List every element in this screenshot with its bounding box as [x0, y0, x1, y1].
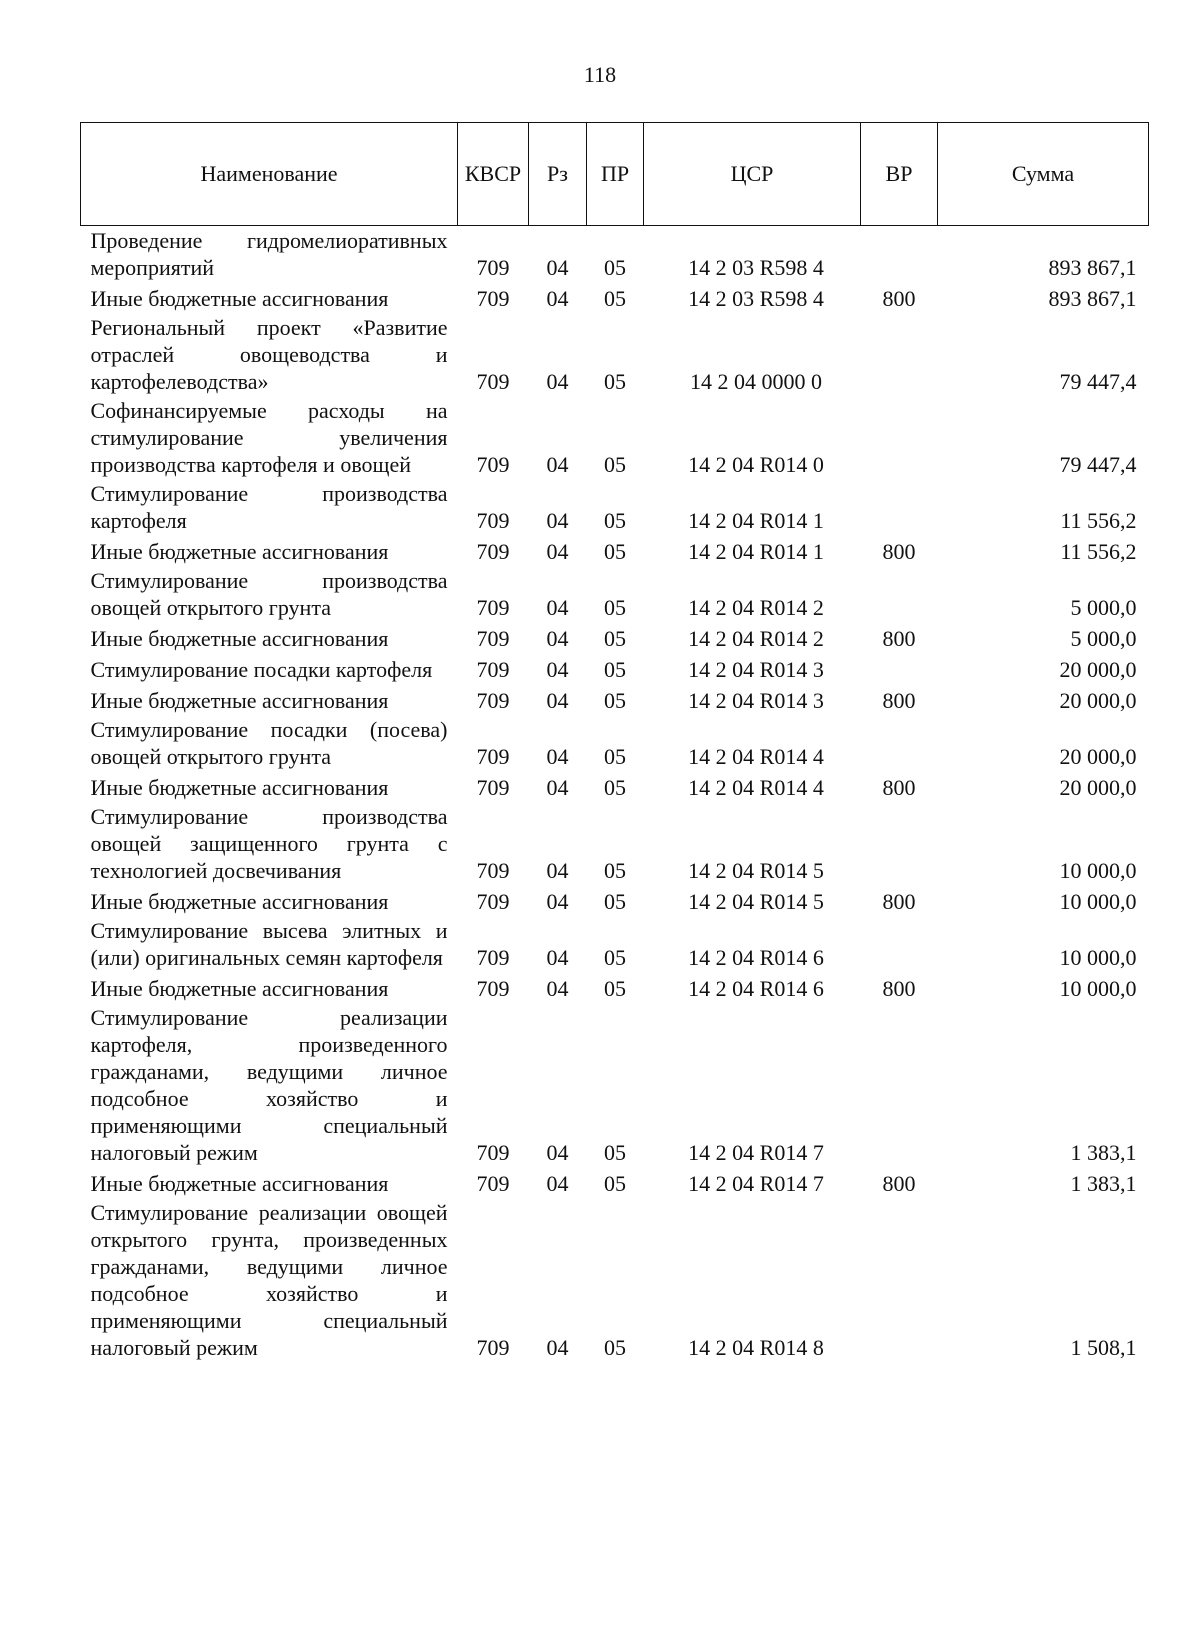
cell-kvsr: 709	[476, 1140, 510, 1165]
cell-csr: 14 2 04 R014 1	[688, 539, 824, 564]
cell-vr: 800	[882, 688, 916, 713]
table-row	[81, 1198, 1149, 1362]
cell-pr: 05	[604, 595, 626, 620]
cell-kvsr: 709	[476, 889, 510, 914]
table-body	[81, 226, 1149, 1363]
cell-rz: 04	[546, 595, 569, 620]
page-number: 118	[583, 62, 617, 87]
cell-rz: 04	[546, 626, 569, 651]
table-row	[81, 916, 1149, 972]
cell-pr: 05	[604, 369, 626, 394]
cell-pr: 05	[604, 744, 626, 769]
header-sum: Сумма	[938, 123, 1149, 226]
cell-rz: 04	[546, 1171, 569, 1196]
table-row	[81, 479, 1149, 535]
cell-pr: 05	[604, 626, 626, 651]
table-row	[81, 313, 1149, 396]
cell-rz: 04	[546, 976, 569, 1001]
cell-pr: 05	[604, 508, 626, 533]
cell-sum: 10 000,0	[1059, 945, 1137, 970]
cell-rz: 04	[546, 744, 569, 769]
cell-pr: 05	[604, 889, 626, 914]
table-row	[81, 972, 1149, 1003]
header-kvsr: КВСР	[458, 123, 529, 226]
cell-kvsr: 709	[476, 858, 510, 883]
cell-kvsr: 709	[476, 286, 510, 311]
cell-name: Стимулирование производства овощей защищенного грунта с технологией досвечивания	[90, 804, 448, 883]
cell-name: Стимулирование посадки (посева) овощей открытого грунта	[90, 717, 448, 769]
cell-vr	[861, 1198, 938, 1362]
cell-vr	[861, 226, 938, 283]
cell-name: Иные бюджетные ассигнования	[90, 976, 389, 1001]
cell-pr: 05	[604, 1171, 626, 1196]
cell-name: Стимулирование посадки картофеля	[90, 657, 433, 682]
cell-pr: 05	[604, 858, 626, 883]
cell-pr: 05	[604, 945, 626, 970]
cell-pr: 05	[604, 255, 626, 280]
cell-vr: 800	[882, 976, 916, 1001]
cell-sum: 10 000,0	[1059, 889, 1137, 914]
table-row	[81, 885, 1149, 916]
cell-kvsr: 709	[476, 1335, 510, 1360]
cell-name: Стимулирование производства картофеля	[90, 481, 448, 533]
cell-csr: 14 2 04 R014 2	[688, 595, 824, 620]
cell-sum: 893 867,1	[1048, 286, 1137, 311]
cell-rz: 04	[546, 1335, 569, 1360]
cell-kvsr: 709	[476, 452, 510, 477]
table-row	[81, 396, 1149, 479]
header-rz: Рз	[529, 123, 587, 226]
cell-csr: 14 2 04 R014 6	[688, 976, 824, 1001]
table-row	[81, 653, 1149, 684]
table-row	[81, 802, 1149, 885]
cell-sum: 5 000,0	[1070, 595, 1137, 620]
cell-name: Иные бюджетные ассигнования	[90, 539, 389, 564]
table-row	[81, 1003, 1149, 1167]
table-row	[81, 622, 1149, 653]
cell-sum: 79 447,4	[1059, 452, 1137, 477]
cell-sum: 20 000,0	[1059, 688, 1137, 713]
cell-vr	[861, 313, 938, 396]
cell-vr	[861, 479, 938, 535]
cell-rz: 04	[546, 688, 569, 713]
table-header	[81, 123, 1149, 226]
cell-name: Иные бюджетные ассигнования	[90, 1171, 389, 1196]
cell-csr: 14 2 03 R598 4	[688, 286, 824, 311]
table-row	[81, 535, 1149, 566]
table-row	[81, 715, 1149, 771]
cell-kvsr: 709	[476, 369, 510, 394]
cell-vr: 800	[882, 539, 916, 564]
cell-kvsr: 709	[476, 976, 510, 1001]
cell-sum: 11 556,2	[1060, 539, 1137, 564]
cell-csr: 14 2 04 R014 3	[688, 657, 824, 682]
cell-name: Иные бюджетные ассигнования	[90, 286, 389, 311]
cell-name: Проведение гидромелиоративных мероприятий	[90, 228, 448, 280]
cell-vr	[861, 396, 938, 479]
cell-name: Стимулирование реализации овощей открытого грунта, произведенных гражданами, ведущими личное подсобное хозяйство и применяющими специальный налоговый режим	[90, 1200, 448, 1360]
cell-csr: 14 2 04 R014 5	[688, 858, 824, 883]
cell-sum: 79 447,4	[1059, 369, 1137, 394]
cell-csr: 14 2 04 R014 0	[688, 452, 824, 477]
cell-name: Стимулирование реализации картофеля, произведенного гражданами, ведущими личное подсобное хозяйство и применяющими специальный налоговый режим	[90, 1005, 448, 1165]
cell-kvsr: 709	[476, 1171, 510, 1196]
cell-kvsr: 709	[476, 626, 510, 651]
cell-rz: 04	[546, 858, 569, 883]
cell-pr: 05	[604, 1335, 626, 1360]
cell-vr	[861, 566, 938, 622]
table-row	[81, 282, 1149, 313]
cell-pr: 05	[604, 976, 626, 1001]
cell-vr	[861, 1003, 938, 1167]
header-csr: ЦСР	[644, 123, 861, 226]
cell-sum: 20 000,0	[1059, 744, 1137, 769]
cell-pr: 05	[604, 539, 626, 564]
cell-rz: 04	[546, 1140, 569, 1165]
cell-name: Региональный проект «Развитие отраслей овощеводства и картофелеводства»	[90, 315, 448, 394]
cell-kvsr: 709	[476, 945, 510, 970]
cell-sum: 893 867,1	[1048, 255, 1137, 280]
table-row	[81, 771, 1149, 802]
cell-vr	[861, 715, 938, 771]
cell-name: Иные бюджетные ассигнования	[90, 775, 389, 800]
cell-kvsr: 709	[476, 744, 510, 769]
budget-table	[80, 122, 1149, 1362]
table-row	[81, 684, 1149, 715]
cell-vr: 800	[882, 626, 916, 651]
cell-vr	[861, 916, 938, 972]
cell-csr: 14 2 04 R014 5	[688, 889, 824, 914]
cell-sum: 10 000,0	[1059, 858, 1137, 883]
cell-vr: 800	[882, 775, 916, 800]
cell-name: Иные бюджетные ассигнования	[90, 626, 389, 651]
cell-vr	[861, 802, 938, 885]
cell-csr: 14 2 04 R014 7	[688, 1140, 824, 1165]
cell-csr: 14 2 04 R014 7	[688, 1171, 824, 1196]
cell-kvsr: 709	[476, 508, 510, 533]
cell-csr: 14 2 04 R014 2	[688, 626, 824, 651]
cell-sum: 1 383,1	[1070, 1171, 1137, 1196]
cell-sum: 5 000,0	[1070, 626, 1137, 651]
cell-vr: 800	[882, 889, 916, 914]
cell-pr: 05	[604, 286, 626, 311]
cell-name: Стимулирование производства овощей открытого грунта	[90, 568, 448, 620]
cell-kvsr: 709	[476, 688, 510, 713]
cell-pr: 05	[604, 688, 626, 713]
table-row	[81, 566, 1149, 622]
table-row	[81, 226, 1149, 283]
cell-name: Иные бюджетные ассигнования	[90, 688, 389, 713]
cell-csr: 14 2 04 R014 6	[688, 945, 824, 970]
cell-kvsr: 709	[476, 255, 510, 280]
cell-rz: 04	[546, 657, 569, 682]
header-name: Наименование	[81, 123, 458, 226]
cell-vr	[861, 653, 938, 684]
header-pr: ПР	[587, 123, 644, 226]
cell-kvsr: 709	[476, 595, 510, 620]
cell-csr: 14 2 04 0000 0	[690, 369, 822, 394]
cell-sum: 11 556,2	[1060, 508, 1137, 533]
cell-csr: 14 2 03 R598 4	[688, 255, 824, 280]
cell-rz: 04	[546, 452, 569, 477]
header-vr: ВР	[861, 123, 938, 226]
cell-sum: 1 508,1	[1070, 1335, 1137, 1360]
cell-sum: 20 000,0	[1059, 775, 1137, 800]
cell-kvsr: 709	[476, 657, 510, 682]
cell-name: Стимулирование высева элитных и (или) оригинальных семян картофеля	[90, 918, 448, 970]
cell-name: Иные бюджетные ассигнования	[90, 889, 389, 914]
cell-vr: 800	[882, 286, 916, 311]
cell-rz: 04	[546, 286, 569, 311]
cell-csr: 14 2 04 R014 8	[688, 1335, 824, 1360]
cell-vr: 800	[882, 1171, 916, 1196]
cell-rz: 04	[546, 539, 569, 564]
cell-sum: 1 383,1	[1070, 1140, 1137, 1165]
cell-rz: 04	[546, 255, 569, 280]
cell-rz: 04	[546, 945, 569, 970]
table-row	[81, 1167, 1149, 1198]
cell-pr: 05	[604, 657, 626, 682]
cell-rz: 04	[546, 775, 569, 800]
cell-csr: 14 2 04 R014 3	[688, 688, 824, 713]
cell-csr: 14 2 04 R014 1	[688, 508, 824, 533]
cell-rz: 04	[546, 508, 569, 533]
cell-rz: 04	[546, 369, 569, 394]
cell-kvsr: 709	[476, 775, 510, 800]
cell-sum: 10 000,0	[1059, 976, 1137, 1001]
cell-csr: 14 2 04 R014 4	[688, 744, 824, 769]
cell-csr: 14 2 04 R014 4	[688, 775, 824, 800]
cell-sum: 20 000,0	[1059, 657, 1137, 682]
cell-rz: 04	[546, 889, 569, 914]
cell-kvsr: 709	[476, 539, 510, 564]
cell-pr: 05	[604, 452, 626, 477]
cell-pr: 05	[604, 1140, 626, 1165]
cell-name: Софинансируемые расходы на стимулирование увеличения производства картофеля и овощей	[90, 398, 448, 477]
cell-pr: 05	[604, 775, 626, 800]
